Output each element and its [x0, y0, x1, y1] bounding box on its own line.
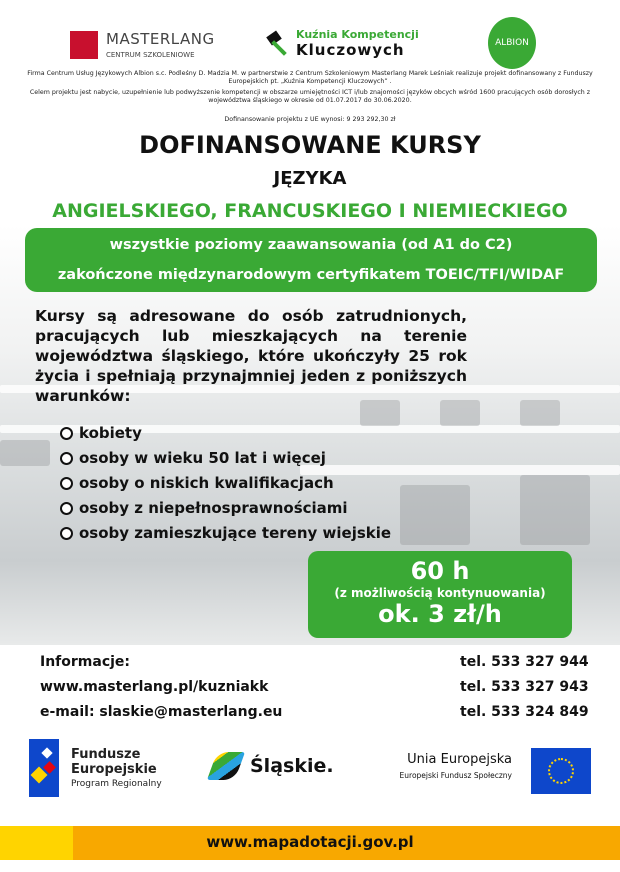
- email-link[interactable]: e-mail: slaskie@masterlang.eu: [40, 704, 283, 720]
- circle-icon: [60, 502, 73, 515]
- fundusze-europejskie-logo: Fundusze Europejskie Program Regionalny: [29, 739, 162, 797]
- masterlang-logo: MASTERLANG CENTRUM SZKOLENIOWE: [70, 30, 215, 59]
- circle-icon: [60, 477, 73, 490]
- unia-europejska-logo: Unia Europejska Europejski Fundusz Społeczny: [399, 752, 512, 780]
- condition-item: osoby z niepełnosprawnościami: [60, 499, 348, 517]
- phone[interactable]: tel. 533 327 944: [460, 654, 589, 670]
- description: Kursy są adresowane do osób zatrudnionych, pracujących lub mieszkających na terenie województwa śląskiego, które ukończyły 25 rok życia i spełniają przynajmniej jeden z poniższych warunków:: [35, 307, 467, 405]
- contact-label: Informacje:: [40, 654, 131, 670]
- circle-icon: [60, 527, 73, 540]
- levels-banner: wszystkie poziomy zaawansowania (od A1 do C2) zakończone międzynarodowym certyfikatem TOEIC/TFI/WIDAF: [25, 228, 597, 292]
- condition-item: osoby w wieku 50 lat i więcej: [60, 449, 326, 467]
- waves-icon: [207, 752, 245, 780]
- intro-goal: Celem projektu jest nabycie, uzupełnienie lub podwyższenie kompetencji w obszarze umiejętności ICT i/lub znajomości języków obcych wśród 1600 pracujących osób dorosłych z województwa śląskiego w okresie od 01.07.2017 do 30.06.2020.: [29, 89, 591, 104]
- condition-item: osoby o niskich kwalifikacjach: [60, 474, 334, 492]
- intro-partnership: Firma Centrum Usług Językowych Albion s.c. Podleśny D. Madzia M. w partnerstwie z Centrum Szkoleniowym Masterlang Marek Leśniak realizuje projekt dofinansowany z Funduszy Europejskich pt. „Kuźnia Kompetencji Kluczowych” .: [27, 70, 593, 85]
- slaskie-logo: Śląskie.: [212, 752, 334, 780]
- circle-icon: [60, 452, 73, 465]
- title-language: JĘZYKA: [273, 168, 347, 189]
- fe-flag-icon: [29, 739, 59, 797]
- hammer-icon: [268, 33, 290, 55]
- phone[interactable]: tel. 533 327 943: [460, 679, 589, 695]
- condition-item: osoby zamieszkujące tereny wiejskie: [60, 524, 391, 542]
- circle-icon: [60, 427, 73, 440]
- mapadotacji-link[interactable]: www.mapadotacji.gov.pl: [206, 833, 414, 851]
- eu-flag-icon: [531, 748, 591, 794]
- footer-bar: [0, 826, 620, 860]
- title-languages-list: ANGIELSKIEGO, FRANCUSKIEGO I NIEMIECKIEGO: [52, 200, 568, 222]
- intro-funding: Dofinansowanie projektu z UE wynosi: 9 293 292,30 zł: [224, 116, 396, 123]
- offer-box: 60 h (z możliwością kontynuowania) ok. 3 zł/h: [308, 551, 572, 638]
- website-link[interactable]: www.masterlang.pl/kuzniakk: [40, 679, 269, 695]
- albion-logo: ALBION: [488, 17, 536, 69]
- kuznia-logo: Kuźnia Kompetencji Kluczowych: [268, 28, 419, 59]
- condition-item: kobiety: [60, 424, 142, 442]
- title-main: DOFINANSOWANE KURSY: [139, 131, 481, 159]
- phone[interactable]: tel. 533 324 849: [460, 704, 589, 720]
